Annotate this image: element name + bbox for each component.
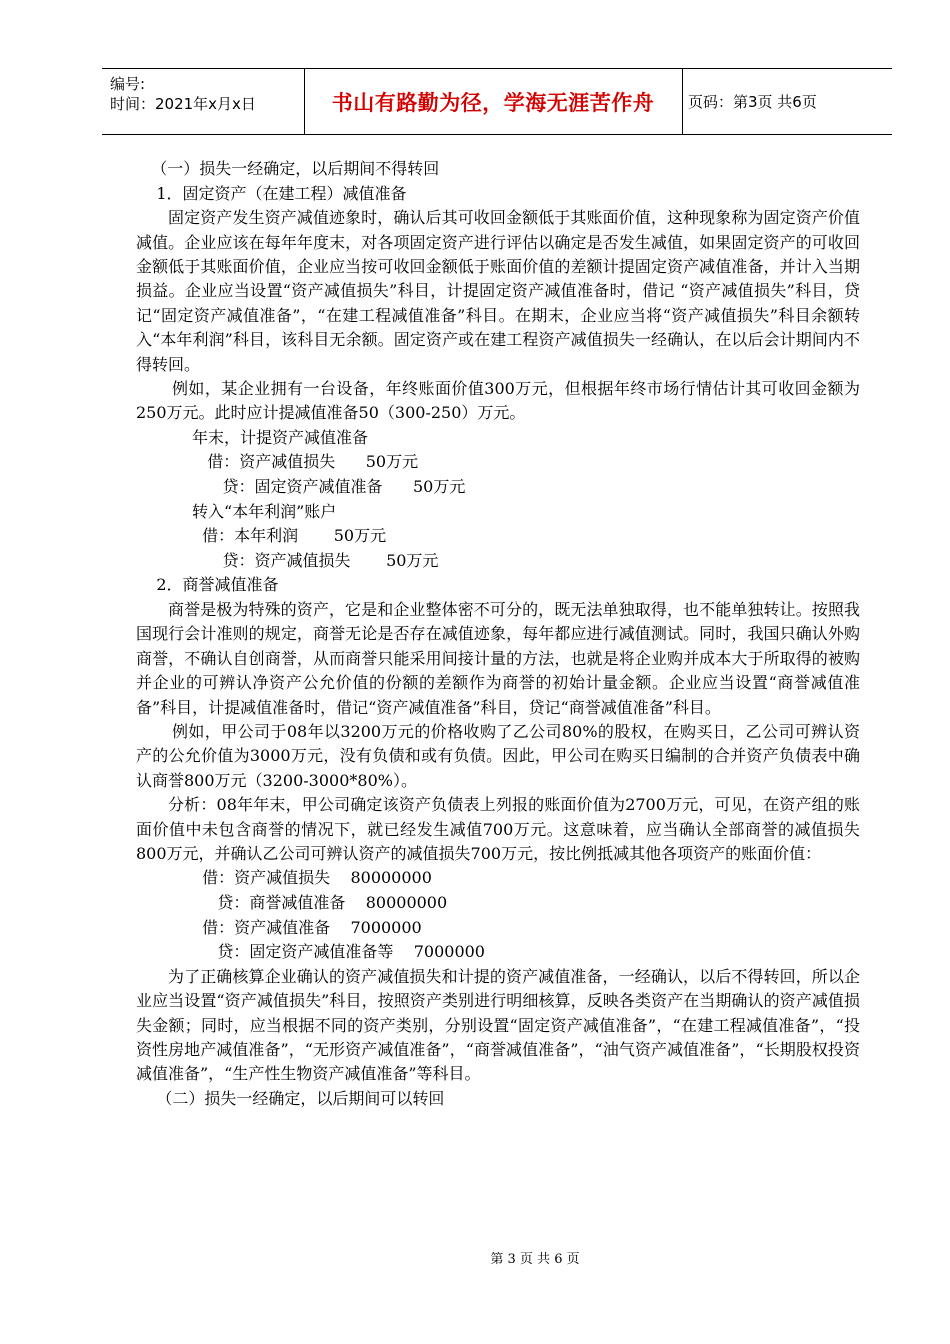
header-left-cell <box>102 69 305 134</box>
body-line: 转入“本年利润”账户 <box>136 501 337 521</box>
footer-page-number: 第 3 页 共 6 页 <box>490 1252 580 1267</box>
page-header <box>102 68 892 135</box>
body-paragraph: 商誉是极为特殊的资产，它是和企业整体密不可分的，既无法单独取得，也不能单独转让。按照我国现行会计准则的规定，商誉无论是否存在减值迹象，每年都应进行减值测试。同时，我国只确认外购商誉，不确认自创商誉，从而商誉只能采用间接计量的方法，也就是将企业购并成本大于所取得的被购并企业的可辨认净资产公允价值的份额的差额作为商誉的初始计量金额。企业应当设置“商誉减值准备”科目，计提减值准备时，借记“资产减值准备”科目，贷记“商誉减值准备”科目。 <box>136 600 860 717</box>
body-line: 借：资产减值损失 50万元 <box>136 452 419 472</box>
body-line: （二）损失一经确定，以后期间可以转回 <box>136 1088 445 1108</box>
document-number-label: 编号: <box>110 75 146 93</box>
document-body <box>136 157 860 1111</box>
header-motto: 书山有路勤为径，学海无涯苦作舟 <box>331 90 655 115</box>
body-line: 贷：固定资产减值准备 50万元 <box>136 477 466 497</box>
body-line: 借：本年利润 50万元 <box>136 526 387 546</box>
header-page-number: 页码：第3页 共6页 <box>688 93 817 111</box>
body-line: 贷：商誉减值准备 80000000 <box>136 893 448 913</box>
header-motto-cell <box>304 69 683 134</box>
body-line: 借：资产减值准备 7000000 <box>136 917 422 937</box>
body-line: 贷：固定资产减值准备等 7000000 <box>136 942 485 962</box>
body-line: 借：资产减值损失 80000000 <box>136 868 432 888</box>
body-paragraph: 分析：08年年末，甲公司确定该资产负债表上列报的账面价值为2700万元，可见，在资产组的账面价值中未包含商誉的情况下，就已经发生减值700万元。这意味着，应当确认全部商誉的减值损失800万元，并确认乙公司可辨认资产的减值损失700万元，按比例抵减其他各项资产的账面价值： <box>136 795 860 864</box>
body-paragraph: 固定资产发生资产减值迹象时，确认后其可收回金额低于其账面价值，这种现象称为固定资产价值减值。企业应该在每年年度末，对各项固定资产进行评估以确定是否发生减值，如果固定资产的可收回金额低于其账面价值，企业应当按可收回金额低于账面价值的差额计提固定资产减值准备，并计入当期损益。企业应当设置“资产减值损失”科目，计提固定资产减值准备时，借记 “资产减值损失”科目，贷记“固定资产减值准备”，“在建工程减值准备”科目。在期末，企业应当将“资产减值损失”科目余额转入“本年利润”科目，该科目无余额。固定资产或在建工程资产减值损失一经确认，在以后会计期间内不得转回。 <box>136 208 860 374</box>
page-footer <box>0 1248 950 1267</box>
body-line: （一）损失一经确定，以后期间不得转回 <box>136 159 440 178</box>
body-line: 贷：资产减值损失 50万元 <box>136 550 439 570</box>
body-paragraph: 例如，某企业拥有一台设备，年终账面价值300万元，但根据年终市场行情估计其可收回金额为250万元。此时应计提减值准备50（300-250）万元。 <box>136 379 860 423</box>
document-date-label: 时间：2021年x月x日 <box>110 95 256 113</box>
body-paragraph: 例如，甲公司于08年以3200万元的价格收购了乙公司80%的股权，在购买日，乙公司可辨认资产的公允价值为3000万元，没有负债和或有负债。因此，甲公司在购买日编制的合并资产负债表中确认商誉800万元（3200-3000*80%）。 <box>136 722 860 790</box>
body-paragraph: 为了正确核算企业确认的资产减值损失和计提的资产减值准备，一经确认，以后不得转回，所以企业应当设置“资产减值损失”科目，按照资产类别进行明细核算，反映各类资产在当期确认的资产减值损失金额；同时，应当根据不同的资产类别，分别设置“固定资产减值准备”，“在建工程减值准备”，“投资性房地产减值准备”，“无形资产减值准备”，“商誉减值准备”，“油气资产减值准备”，“长期股权投资减值准备”，“生产性生物资产减值准备”等科目。 <box>136 966 860 1084</box>
body-line: 年末，计提资产减值准备 <box>136 427 368 447</box>
body-line: 1．固定资产（在建工程）减值准备 <box>136 183 407 203</box>
body-line: 2．商誉减值准备 <box>136 575 279 595</box>
header-page-cell <box>682 69 892 134</box>
